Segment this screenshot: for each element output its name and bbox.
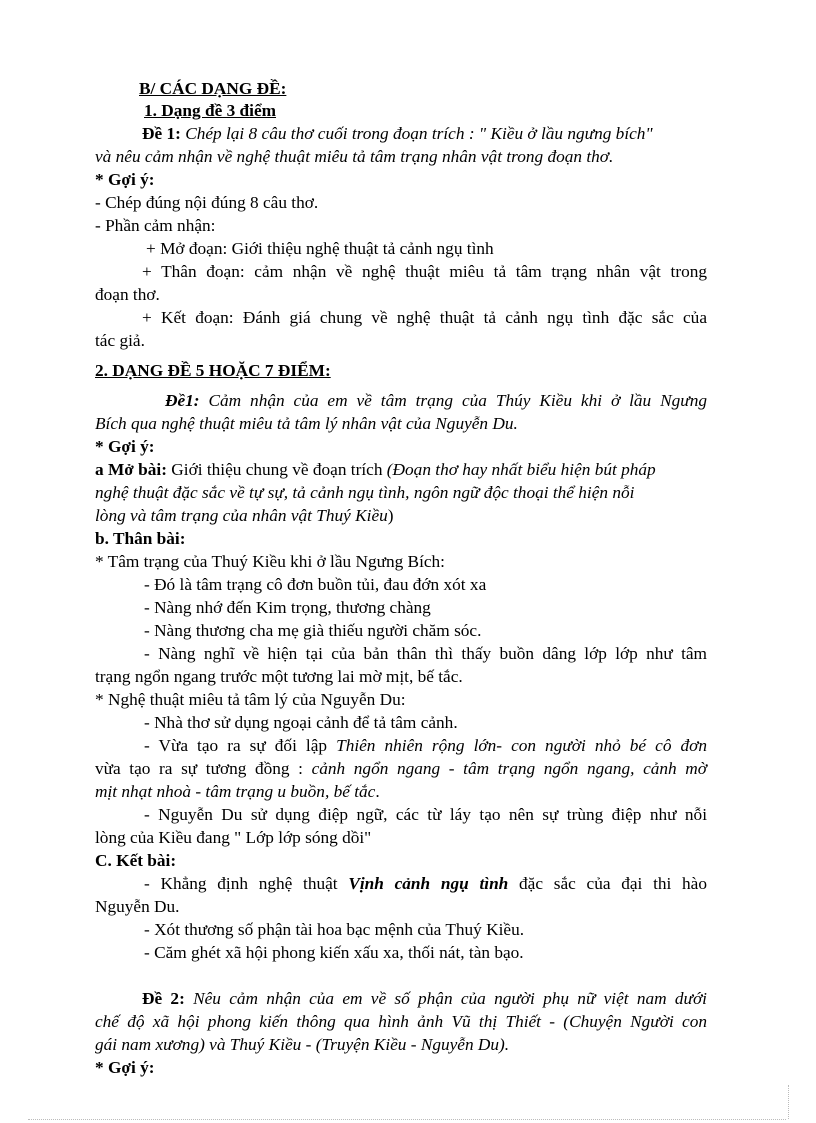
- mo-bai-close: ): [387, 506, 394, 525]
- ket-bai-item-1-suffix: đặc sắc của đại thi hào: [508, 874, 707, 893]
- mo-bai-text: Giới thiệu chung về đoạn trích: [166, 460, 387, 479]
- mo-bai-line3: [95, 504, 394, 527]
- type2-de1-text-line2: Bích qua nghệ thuật miêu tả tâm lý nhân vật của Nguyễn Du.: [95, 414, 518, 433]
- mo-bai-italic-line2: nghệ thuật đặc sắc về tự sự, tả cảnh ngụ tình, ngôn ngữ độc thoại thể hiện nỗi: [95, 483, 635, 502]
- type2-de1-text-line1: Cảm nhận của em về tâm trạng của Thúy Kiều khi ở lầu Ngưng: [199, 391, 707, 410]
- nghe-thuat-item-2-italic: Thiên nhiên rộng lớn- con người nhỏ bé cô đơn: [336, 736, 708, 755]
- page-corner-border: [788, 1085, 789, 1119]
- type1-item2: - Phần cảm nhận:: [95, 216, 216, 235]
- type1-de1-text-line2: và nêu cảm nhận về nghệ thuật miêu tả tâm trạng nhân vật trong đoạn thơ.: [95, 147, 614, 166]
- de2-goi-y: * Gợi ý:: [95, 1058, 155, 1077]
- ket-bai-item-1-line2: Nguyễn Du.: [95, 897, 180, 916]
- type1-heading: 1. Dạng đề 3 điểm: [144, 101, 277, 120]
- mo-bai-line1: [95, 458, 656, 481]
- page-bottom-border: [28, 1119, 786, 1120]
- type1-item5-line2: tác giả.: [95, 331, 145, 350]
- mo-bai-italic-line1: (Đoạn thơ hay nhất biểu hiện bút pháp: [386, 460, 656, 479]
- nghe-thuat-heading: * Nghệ thuật miêu tả tâm lý của Nguyễn Du:: [95, 690, 406, 709]
- type1-item3: + Mở đoạn: Giới thiệu nghệ thuật tả cảnh ngụ tình: [146, 239, 494, 258]
- tam-trang-item-1: - Đó là tâm trạng cô đơn buồn tủi, đau đớn xót xa: [144, 575, 487, 594]
- nghe-thuat-item-2-line1: [144, 734, 707, 757]
- nghe-thuat-item-1: - Nhà thơ sử dụng ngoại cảnh để tả tâm cảnh.: [144, 713, 458, 732]
- nghe-thuat-item-2-prefix: - Vừa tạo ra sự đối lập: [144, 736, 337, 755]
- tam-trang-item-4-line2: trạng ngổn ngang trước một tương lai mờ mịt, bế tắc.: [95, 667, 463, 686]
- ket-bai-label: C. Kết bài:: [95, 851, 177, 870]
- type1-goi-y: * Gợi ý:: [95, 170, 155, 189]
- type1-de1-text-line1: Chép lại 8 câu thơ cuối trong đoạn trích : " Kiều ở lầu ngưng bích": [180, 124, 653, 143]
- nghe-thuat-item-2-line3: [95, 780, 380, 803]
- type2-heading: 2. DẠNG ĐỀ 5 HOẶC 7 ĐIỂM:: [95, 361, 331, 380]
- mo-bai-italic-line3: lòng và tâm trạng của nhân vật Thuý Kiều: [95, 506, 388, 525]
- nghe-thuat-item-2b-prefix: vừa tạo ra sự tương đồng :: [95, 759, 312, 778]
- de2-text-line1: Nêu cảm nhận của em về số phận của người phụ nữ việt nam dưới: [184, 989, 707, 1008]
- type1-de1-line1: [142, 122, 653, 145]
- tam-trang-item-3: - Nàng thương cha mẹ già thiếu người chăm sóc.: [144, 621, 482, 640]
- type2-goi-y: * Gợi ý:: [95, 437, 155, 456]
- type1-item1: - Chép đúng nội đúng 8 câu thơ.: [95, 193, 319, 212]
- nghe-thuat-item-2c-tail: .: [375, 782, 380, 801]
- nghe-thuat-item-2-line2: [95, 757, 707, 780]
- than-bai-label: b. Thân bài:: [95, 529, 186, 548]
- ket-bai-item-2: - Xót thương số phận tài hoa bạc mệnh của Thuý Kiều.: [144, 920, 525, 939]
- nghe-thuat-item-2c-italic: mịt nhạt nhoà - tâm trạng u buồn, bế tắc: [95, 782, 376, 801]
- ket-bai-item-1-bold: Vịnh cảnh ngụ tình: [348, 874, 509, 893]
- tam-trang-item-2: - Nàng nhớ đến Kim trọng, thương chàng: [144, 598, 431, 617]
- type2-de1-line1: [165, 389, 707, 412]
- nghe-thuat-item-3-line2: lòng của Kiều đang " Lớp lớp sóng dồi": [95, 828, 372, 847]
- mo-bai-label: a Mở bài:: [95, 460, 167, 479]
- ket-bai-item-1-line1: [144, 872, 707, 895]
- ket-bai-item-1-prefix: - Khẳng định nghệ thuật: [144, 874, 349, 893]
- nghe-thuat-item-2b-italic: cảnh ngổn ngang - tâm trạng ngổn ngang, cảnh mờ: [311, 759, 707, 778]
- section-title: B/ CÁC DẠNG ĐỀ:: [139, 79, 287, 98]
- de2-text-line3: gái nam xương) và Thuý Kiều - (Truyện Kiều - Nguyễn Du).: [95, 1035, 510, 1054]
- de2-label: Đề 2:: [142, 989, 185, 1008]
- tam-trang-heading: * Tâm trạng của Thuý Kiều khi ở lầu Ngưng Bích:: [95, 552, 445, 571]
- type1-item5-line1: + Kết đoạn: Đánh giá chung về nghệ thuật tả cảnh ngụ tình đặc sắc của: [142, 308, 707, 327]
- type1-item4-line2: đoạn thơ.: [95, 285, 160, 304]
- ket-bai-item-3: - Căm ghét xã hội phong kiến xấu xa, thối nát, tàn bạo.: [144, 943, 524, 962]
- de2-text-line2: chế độ xã hội phong kiến thông qua hình ảnh Vũ thị Thiết - (Chuyện Người con: [95, 1012, 707, 1031]
- de2-line1: [142, 987, 707, 1010]
- nghe-thuat-item-3-line1: - Nguyễn Du sử dụng điệp ngữ, các từ láy tạo nên sự trùng điệp như nỗi: [144, 805, 707, 824]
- tam-trang-item-4-line1: - Nàng nghĩ về hiện tại của bản thân thì thấy buồn dâng lớp lớp như tâm: [144, 644, 707, 663]
- type1-item4-line1: + Thân đoạn: cảm nhận về nghệ thuật miêu tả tâm trạng nhân vật trong: [142, 262, 707, 281]
- type2-de1-label: Đề1:: [165, 391, 200, 410]
- type1-de1-label: Đề 1:: [142, 124, 181, 143]
